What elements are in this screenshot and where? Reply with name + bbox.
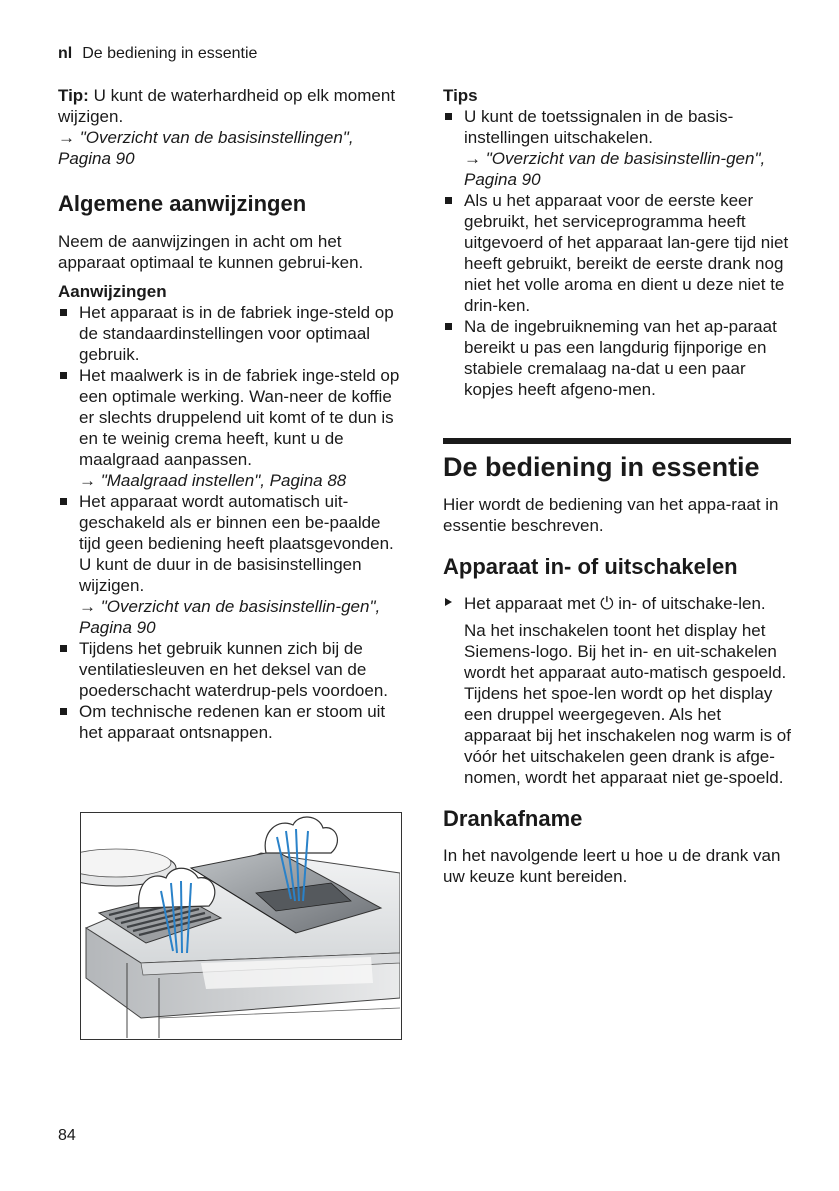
list-item	[443, 106, 791, 190]
notes-label: Aanwijzingen	[58, 282, 167, 301]
step-triangle-icon	[445, 598, 452, 606]
bullet-icon	[60, 645, 67, 652]
steam-illustration	[80, 812, 402, 1040]
bullet-icon	[60, 309, 67, 316]
tip-item-text: Als u het apparaat voor de eerste keer gebruikt, het serviceprogramma heeft uitgevoerd of het apparaat lan-gere tijd niet heeft gebruikt, bereikt de eerste drank nog niet het volle aroma en dient u deze niet te drin-ken.	[464, 191, 789, 315]
note-reference	[79, 470, 403, 491]
notes-list	[58, 302, 403, 743]
tip-item-text: Na de ingebruikneming van het ap-paraat bereikt u pas een langdurig fijnporige en stabiele cremalaag na-dat u een paar kopjes heeft afgeno-men.	[464, 317, 777, 399]
step-detail: Na het inschakelen toont het display het Siemens-logo. Bij het in- en uit-schakelen wordt het apparaat auto-matisch gespoeld. Tijdens het spoe-len wordt op het display een druppel weergegeven. Als het apparaat bij het inschakelen nog warm is of vóór het uitschakelen geen drank is afge-nomen, wordt het apparaat niet ge-spoeld.	[464, 621, 791, 787]
tip-text: U kunt de waterhardheid op elk moment wijzigen.	[58, 86, 396, 126]
step-text-after: in- of uitschake-len.	[613, 594, 766, 613]
note-text: Om technische redenen kan er stoom uit het apparaat ontsnappen.	[79, 702, 386, 742]
heading-de-bediening-in-essentie: De bediening in essentie	[443, 452, 760, 482]
list-item	[58, 365, 403, 491]
drankafname-text: In het navolgende leert u hoe u de drank van uw keuze kunt bereiden.	[443, 846, 781, 886]
bullet-icon	[60, 372, 67, 379]
list-item	[58, 491, 403, 638]
arrow-icon: →	[464, 149, 481, 168]
list-item	[58, 701, 403, 743]
section-divider	[443, 438, 791, 444]
heading-algemene-aanwijzingen: Algemene aanwijzingen	[58, 191, 307, 216]
bullet-icon	[60, 498, 67, 505]
power-icon: ⏻	[600, 594, 614, 613]
header-section-title: De bediening in essentie	[82, 45, 258, 62]
arrow-icon: →	[58, 128, 75, 147]
list-item	[58, 638, 403, 701]
tip-ref-text: "Overzicht van de basisinstellin-gen", Pagina 90	[464, 149, 766, 189]
running-header	[58, 45, 257, 63]
tip-item-reference	[464, 148, 791, 190]
arrow-icon: →	[79, 597, 96, 616]
step-text-before: Het apparaat met	[464, 594, 601, 613]
list-item	[58, 302, 403, 365]
note-text: Het maalwerk is in de fabriek inge-steld op een optimale werking. Wan-neer de koffie er slechts druppelend uit komt of te dun is en te weinig crema heeft, kunt u de maalgraad aanpassen.	[79, 366, 400, 469]
main-intro: Hier wordt de bediening van het appa-raat in essentie beschreven.	[443, 495, 779, 535]
note-text: Het apparaat wordt automatisch uit-geschakeld als er binnen een be-paalde tijd geen bediening heeft plaatsgevonden. U kunt de duur in de basisinstellingen wijzigen.	[79, 492, 394, 595]
tip-item-text: U kunt de toetssignalen in de basis-instellingen uitschakelen.	[464, 107, 734, 147]
note-text: Tijdens het gebruik kunnen zich bij de ventilatiesleuven en het deksel van de poederschacht waterdrup-pels voordoen.	[79, 639, 389, 700]
tip-label: Tip:	[58, 86, 89, 105]
bullet-icon	[445, 113, 452, 120]
tip-reference	[58, 127, 403, 169]
page-number: 84	[58, 1127, 76, 1144]
note-reference	[79, 596, 403, 638]
heading-apparaat-in-uitschakelen: Apparaat in- of uitschakelen	[443, 554, 738, 579]
language-code: nl	[58, 45, 73, 62]
coffee-machine-steam-drawing	[81, 813, 400, 1038]
general-intro: Neem de aanwijzingen in acht om het apparaat optimaal te kunnen gebrui-ken.	[58, 232, 364, 272]
note-text: Het apparaat is in de fabriek inge-steld op de standaardinstellingen voor optimaal gebruik.	[79, 303, 394, 364]
arrow-icon: →	[79, 471, 96, 490]
note-ref-text: "Overzicht van de basisinstellin-gen", Pagina 90	[79, 597, 381, 637]
tips-list	[443, 106, 791, 400]
list-item	[443, 316, 791, 400]
tip-paragraph	[58, 85, 403, 127]
heading-drankafname: Drankafname	[443, 806, 583, 831]
bullet-icon	[445, 323, 452, 330]
tips-label: Tips	[443, 86, 478, 105]
list-item	[443, 190, 791, 316]
bullet-icon	[60, 708, 67, 715]
right-column	[443, 85, 791, 887]
step-switch-on	[443, 593, 791, 614]
bullet-icon	[445, 197, 452, 204]
note-ref-text: "Maalgraad instellen", Pagina 88	[100, 471, 347, 490]
left-column	[58, 85, 403, 743]
tip-ref-text: "Overzicht van de basisinstellingen", Pagina 90	[58, 128, 354, 168]
